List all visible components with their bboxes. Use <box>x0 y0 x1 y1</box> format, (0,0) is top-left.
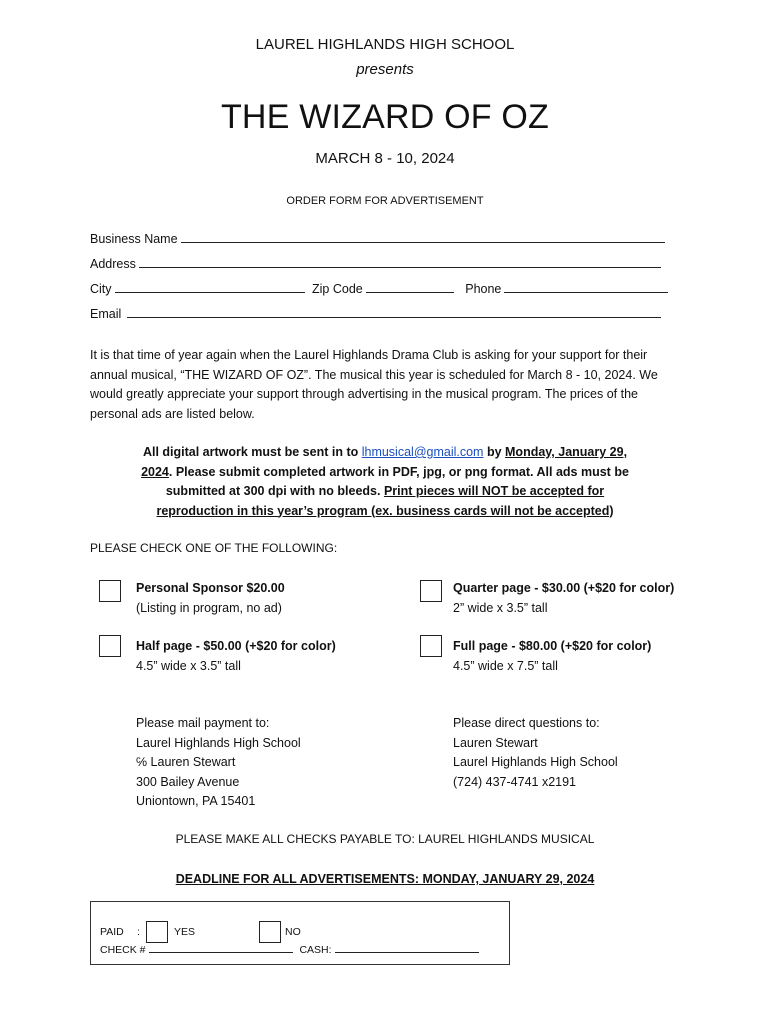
zip-label: Zip Code <box>312 282 363 296</box>
option-half <box>136 636 336 676</box>
contact-email-link[interactable]: lhmusical@gmail.com <box>361 445 484 459</box>
questions-contact <box>453 714 618 792</box>
notice-text-1: All digital artwork must be sent in to <box>142 445 362 459</box>
option-full-checkbox[interactable] <box>420 635 442 657</box>
check-header: PLEASE CHECK ONE OF THE FOLLOWING: <box>90 541 338 555</box>
option-personal-detail: (Listing in program, no ad) <box>136 601 282 615</box>
phone-label: Phone <box>465 282 502 296</box>
paid-yes-label: YES <box>174 926 196 938</box>
city-label: City <box>90 282 112 296</box>
zip-line[interactable] <box>366 280 454 293</box>
option-full <box>453 636 651 676</box>
option-quarter-title: Quarter page - $30.00 (+$20 for color) <box>453 581 675 595</box>
deadline-note: DEADLINE FOR ALL ADVERTISEMENTS: MONDAY, JANUARY 29, 2024 <box>175 872 595 886</box>
questions-line: Please direct questions to: <box>453 716 600 730</box>
phone-line[interactable] <box>504 280 668 293</box>
paid-yes-checkbox[interactable] <box>146 921 168 943</box>
paid-no-checkbox[interactable] <box>259 921 281 943</box>
questions-line: Laurel Highlands High School <box>453 755 618 769</box>
mail-line: Uniontown, PA 15401 <box>136 794 256 808</box>
option-quarter-detail: 2” wide x 3.5” tall <box>453 601 548 615</box>
mail-line: Please mail payment to: <box>136 716 270 730</box>
option-quarter <box>453 578 674 618</box>
paid-no-label: NO <box>285 926 301 938</box>
option-personal <box>136 578 285 618</box>
form-title: ORDER FORM FOR ADVERTISEMENT <box>286 195 484 207</box>
notice-deadline: Monday, January 29, 2024 <box>141 445 628 479</box>
print-note: Print pieces will NOT be accepted for reproduction in this year’s program (ex. business cards will not be accepted) <box>156 484 614 518</box>
check-number-label: CHECK # <box>100 944 146 956</box>
paid-colon: : <box>137 926 140 938</box>
city-line[interactable] <box>115 280 305 293</box>
option-half-checkbox[interactable] <box>99 635 121 657</box>
email-label: Email <box>90 307 122 321</box>
presents-text: presents <box>356 61 414 78</box>
check-cash-row <box>100 942 479 956</box>
business-name-label: Business Name <box>90 232 178 246</box>
city-zip-phone-row <box>90 280 668 296</box>
show-title: THE WIZARD OF OZ <box>220 98 550 136</box>
cash-label: CASH: <box>299 944 332 956</box>
option-full-detail: 4.5” wide x 7.5” tall <box>453 659 558 673</box>
paid-label: PAID <box>100 926 124 938</box>
option-quarter-checkbox[interactable] <box>420 580 442 602</box>
notice-text-2: by <box>483 445 506 459</box>
questions-line: Lauren Stewart <box>453 735 538 750</box>
payable-note: PLEASE MAKE ALL CHECKS PAYABLE TO: LAUREL HIGHLANDS MUSICAL <box>175 832 595 846</box>
option-personal-checkbox[interactable] <box>99 580 121 602</box>
mail-payment-address <box>136 714 301 812</box>
business-name-line[interactable] <box>181 230 665 243</box>
mail-line: Laurel Highlands High School <box>136 735 301 750</box>
school-name: LAUREL HIGHLANDS HIGH SCHOOL <box>255 36 515 53</box>
mail-line: 300 Bailey Avenue <box>136 774 240 789</box>
questions-line: (724) 437-4741 x2191 <box>453 774 577 789</box>
option-personal-title: Personal Sponsor $20.00 <box>136 581 285 595</box>
show-dates: MARCH 8 - 10, 2024 <box>315 150 455 167</box>
intro-paragraph: It is that time of year again when the Laurel Highlands Drama Club is asking for your support for their annual musical, “THE WIZARD OF OZ”. The musical this year is scheduled for March 8 - 10, 2024. We would greatly appreciate your support through advertising in the musical program. The prices of the personal ads are listed below. <box>90 348 658 421</box>
email-field[interactable] <box>90 305 661 321</box>
option-full-title: Full page - $80.00 (+$20 for color) <box>453 639 652 653</box>
office-use-box <box>90 901 510 965</box>
email-line[interactable] <box>127 305 661 318</box>
cash-line[interactable] <box>335 942 479 953</box>
artwork-notice <box>130 443 640 521</box>
business-name-field[interactable] <box>90 230 665 246</box>
address-field[interactable] <box>90 255 661 271</box>
notice-text-3: . Please submit completed artwork in PDF, jpg, or png format. All ads must be submitted at 300 dpi with no bleeds. <box>165 464 629 498</box>
mail-line: ℅ Lauren Stewart <box>136 755 236 769</box>
option-half-title: Half page - $50.00 (+$20 for color) <box>136 639 336 653</box>
check-number-line[interactable] <box>149 942 293 953</box>
address-line[interactable] <box>139 255 661 268</box>
address-label: Address <box>90 257 136 271</box>
option-half-detail: 4.5” wide x 3.5” tall <box>136 659 241 673</box>
